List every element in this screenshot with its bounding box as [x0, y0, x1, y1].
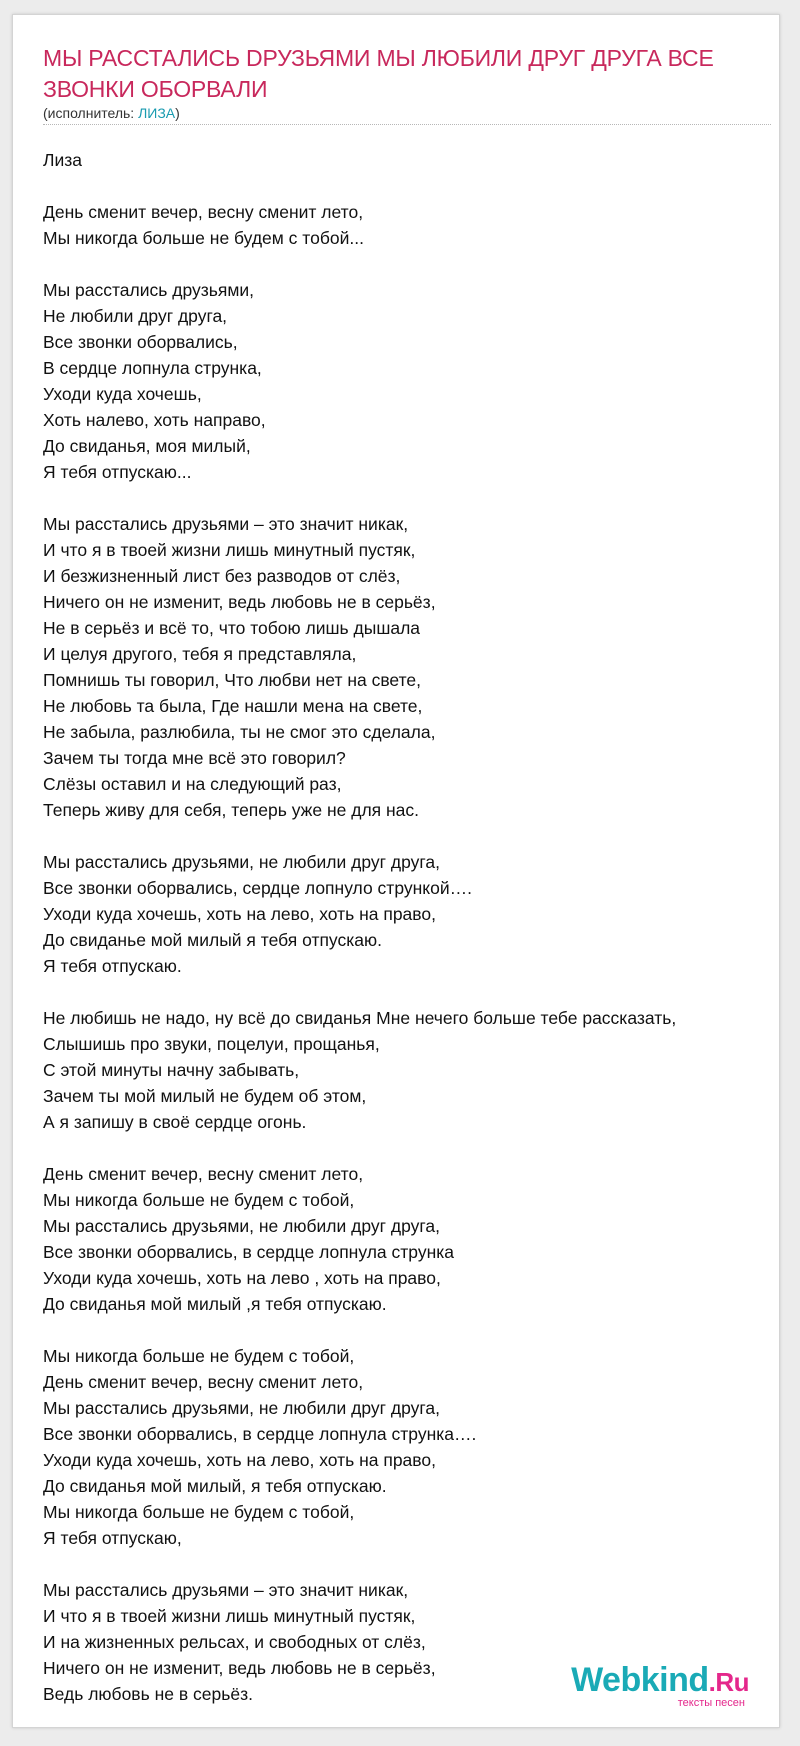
logo-domain-suffix: .Ru: [708, 1667, 749, 1697]
stanza-gap: [43, 485, 783, 511]
lyric-line: Помнишь ты говорил, Что любви нет на свете,: [43, 670, 422, 690]
lyric-line: Я тебя отпускаю.: [43, 956, 182, 976]
lyrics-body: [43, 147, 783, 1707]
lyric-line: День сменит вечер, весну сменит лето,: [43, 1164, 364, 1184]
lyric-line: Мы расстались друзьями, не любили друг друга,: [43, 1216, 440, 1236]
lyric-line: До свиданье мой милый я тебя отпускаю.: [43, 930, 382, 950]
lyric-line: Мы никогда больше не будем с тобой...: [43, 228, 364, 248]
artist-line: [43, 105, 180, 121]
lyric-line: Лиза: [43, 150, 83, 170]
logo-wordmark: Webkind: [571, 1661, 709, 1699]
logo-tagline: тексты песен: [677, 1697, 745, 1709]
lyric-line: Ведь любовь не в серьёз.: [43, 1684, 253, 1704]
stanza-gap: [43, 979, 783, 1005]
song-title: МЫ РАССТАЛИСЬ DРУЗЬЯМИ МЫ ЛЮБИЛИ ДРУГ ДРУГА ВСЕ ЗВОНКИ ОБОРВАЛИ: [43, 45, 714, 102]
lyric-line: Не в серьёз и всё то, что тобою лишь дышала: [43, 618, 421, 638]
site-logo[interactable]: [571, 1663, 749, 1709]
lyric-line: Не забыла, разлюбила, ты не смог это сделала,: [43, 722, 436, 742]
lyric-line: День сменит вечер, весну сменит лето,: [43, 1372, 364, 1392]
lyric-line: Все звонки оборвались, сердце лопнуло стрункой….: [43, 878, 472, 898]
lyric-line: Слышишь про звуки, поцелуи, прощанья,: [43, 1034, 380, 1054]
lyric-line: Не любовь та была, Где нашли мена на свете,: [43, 696, 423, 716]
lyric-line: В сердце лопнула струнка,: [43, 358, 262, 378]
lyric-line: А я запишу в своё сердце огонь.: [43, 1112, 307, 1132]
lyric-line: Зачем ты мой милый не будем об этом,: [43, 1086, 367, 1106]
title-divider: [43, 124, 771, 125]
stanza-gap: [43, 1551, 783, 1577]
artist-suffix: ): [175, 105, 180, 121]
lyric-line: Уходи куда хочешь, хоть на лево, хоть на право,: [43, 1450, 436, 1470]
lyric-line: И безжизненный лист без разводов от слёз,: [43, 566, 401, 586]
lyric-line: Все звонки оборвались, в сердце лопнула струнка….: [43, 1424, 477, 1444]
lyric-line: Не любишь не надо, ну всё до свиданья Мне нечего больше тебе рассказать,: [43, 1008, 677, 1028]
lyric-line: Мы никогда больше не будем с тобой,: [43, 1346, 355, 1366]
lyric-line: Уходи куда хочешь,: [43, 384, 202, 404]
lyric-line: До свиданья мой милый, я тебя отпускаю.: [43, 1476, 387, 1496]
lyric-line: До свиданья, моя милый,: [43, 436, 251, 456]
lyric-line: Мы расстались друзьями, не любили друг друга,: [43, 1398, 440, 1418]
lyric-line: Хоть налево, хоть направо,: [43, 410, 266, 430]
lyric-line: Я тебя отпускаю,: [43, 1528, 182, 1548]
lyric-line: Теперь живу для себя, теперь уже не для нас.: [43, 800, 420, 820]
lyric-line: Зачем ты тогда мне всё это говорил?: [43, 748, 346, 768]
artist-prefix: (исполнитель:: [43, 105, 139, 121]
lyric-line: Мы расстались друзьями – это значит никак,: [43, 514, 409, 534]
lyric-line: Мы расстались друзьями – это значит никак,: [43, 1580, 409, 1600]
lyric-line: День сменит вечер, весну сменит лето,: [43, 202, 364, 222]
lyric-line: Мы расстались друзьями,: [43, 280, 255, 300]
lyric-line: Ничего он не изменит, ведь любовь не в серьёз,: [43, 592, 436, 612]
lyric-line: Все звонки оборвались,: [43, 332, 238, 352]
stanza-gap: [43, 251, 783, 277]
stanza-gap: [43, 1135, 783, 1161]
lyric-line: Мы никогда больше не будем с тобой,: [43, 1502, 355, 1522]
lyric-line: Мы расстались друзьями, не любили друг друга,: [43, 852, 440, 872]
lyrics-card: [12, 14, 780, 1728]
lyric-line: Все звонки оборвались, в сердце лопнула струнка: [43, 1242, 455, 1262]
lyric-line: Мы никогда больше не будем с тобой,: [43, 1190, 355, 1210]
lyric-line: Слёзы оставил и на следующий раз,: [43, 774, 342, 794]
lyric-line: И целуя другого, тебя я представляла,: [43, 644, 357, 664]
artist-link[interactable]: ЛИЗА: [138, 105, 176, 121]
lyric-line: Ничего он не изменит, ведь любовь не в серьёз,: [43, 1658, 436, 1678]
lyric-line: Я тебя отпускаю...: [43, 462, 192, 482]
lyric-line: И что я в твоей жизни лишь минутный пустяк,: [43, 540, 416, 560]
lyric-line: Уходи куда хочешь, хоть на лево, хоть на право,: [43, 904, 436, 924]
lyric-line: Не любили друг друга,: [43, 306, 228, 326]
lyric-line: И что я в твоей жизни лишь минутный пустяк,: [43, 1606, 416, 1626]
stanza-gap: [43, 823, 783, 849]
stanza-gap: [43, 1317, 783, 1343]
lyric-line: И на жизненных рельсах, и свободных от слёз,: [43, 1632, 426, 1652]
lyric-line: До свиданья мой милый ,я тебя отпускаю.: [43, 1294, 387, 1314]
stanza-gap: [43, 173, 783, 199]
lyric-line: Уходи куда хочешь, хоть на лево , хоть на право,: [43, 1268, 441, 1288]
lyric-line: С этой минуты начну забывать,: [43, 1060, 300, 1080]
